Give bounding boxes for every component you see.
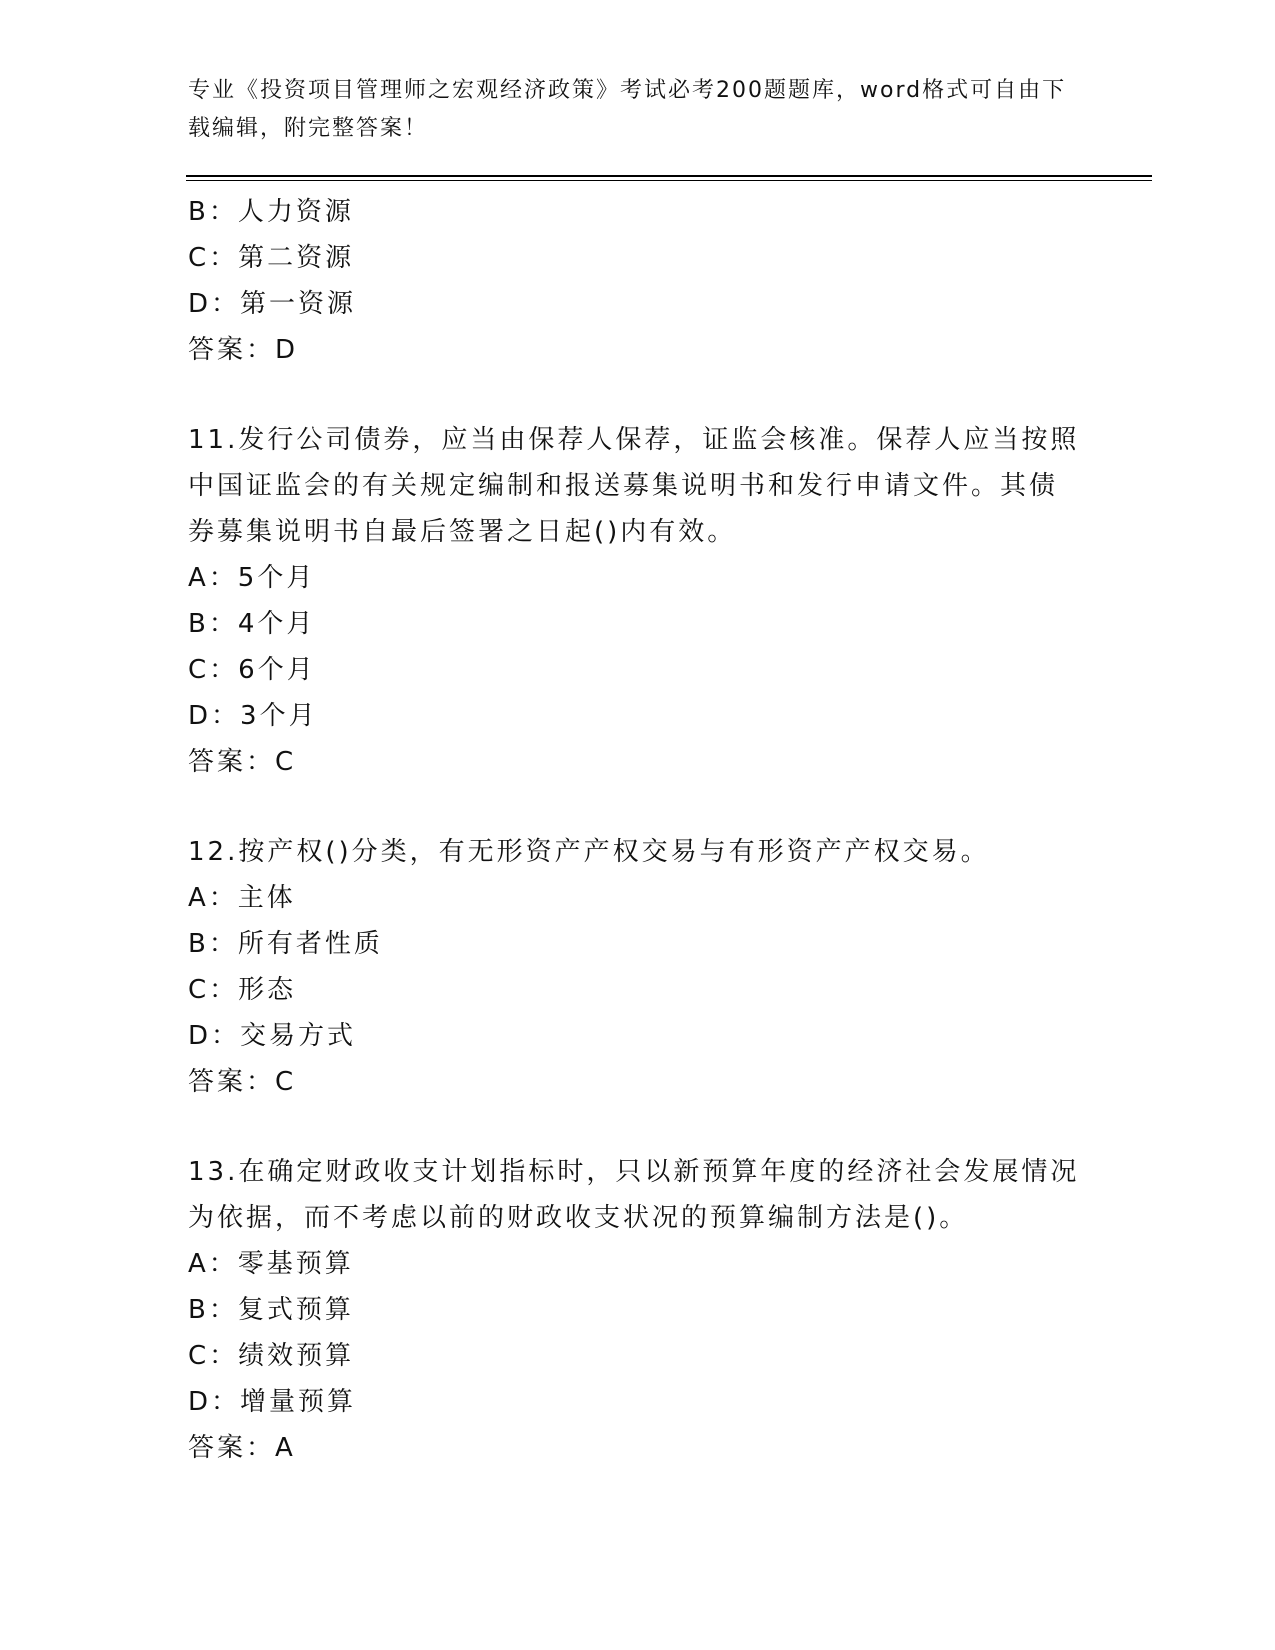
- option-a: A：主体: [188, 883, 296, 913]
- answer-line: 答案：D: [188, 335, 299, 365]
- answer-line: 答案：C: [188, 1067, 297, 1097]
- option-d: D：增量预算: [188, 1387, 357, 1417]
- question-stem-line: 13.在确定财政收支计划指标时，只以新预算年度的经济社会发展情况: [188, 1157, 1080, 1187]
- question-content: [188, 189, 1088, 1471]
- option-c: C：形态: [188, 975, 297, 1005]
- question-stem-line: 11.发行公司债券，应当由保荐人保荐，证监会核准。保荐人应当按照: [188, 425, 1080, 455]
- header-divider-thin: [186, 180, 1152, 181]
- question-10-fragment: [188, 189, 1088, 373]
- option-b: B：4个月: [188, 609, 316, 639]
- option-a: A：5个月: [188, 563, 316, 593]
- option-b: B：所有者性质: [188, 929, 383, 959]
- answer-line: 答案：C: [188, 747, 297, 777]
- question-13: [188, 1149, 1088, 1471]
- option-c: C：第二资源: [188, 243, 355, 273]
- spacer: [188, 785, 1088, 829]
- option-d: D：交易方式: [188, 1021, 357, 1051]
- document-header: 专业《投资项目管理师之宏观经济政策》考试必考200题题库，word格式可自由下载编辑，附完整答案！: [188, 78, 1067, 141]
- option-b: B：复式预算: [188, 1295, 354, 1325]
- option-c: C：绩效预算: [188, 1341, 355, 1371]
- option-d: D：3个月: [188, 701, 318, 731]
- question-11: [188, 417, 1088, 785]
- spacer: [188, 1105, 1088, 1149]
- header-divider-thick: [186, 175, 1152, 177]
- question-stem-line: 券募集说明书自最后签署之日起()内有效。: [188, 517, 737, 547]
- option-a: A：零基预算: [188, 1249, 354, 1279]
- question-stem-line: 12.按产权()分类，有无形资产产权交易与有形资产产权交易。: [188, 837, 990, 867]
- question-stem-line: 中国证监会的有关规定编制和报送募集说明书和发行申请文件。其债: [188, 471, 1059, 501]
- spacer: [188, 373, 1088, 417]
- answer-line: 答案：A: [188, 1433, 296, 1463]
- question-stem-line: 为依据，而不考虑以前的财政收支状况的预算编制方法是()。: [188, 1203, 969, 1233]
- option-b: B：人力资源: [188, 197, 354, 227]
- question-12: [188, 829, 1088, 1105]
- option-d: D：第一资源: [188, 289, 357, 319]
- option-c: C：6个月: [188, 655, 316, 685]
